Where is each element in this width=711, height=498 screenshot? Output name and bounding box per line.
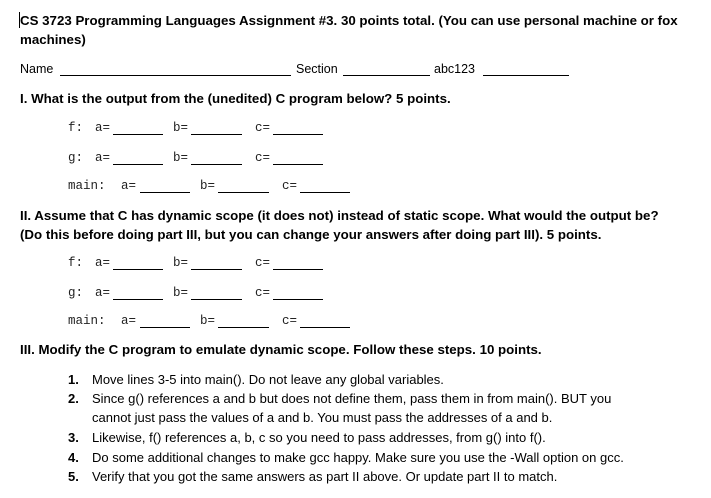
name-blank[interactable] [60, 75, 291, 76]
section-label: Section [296, 62, 338, 76]
list-item-text: Verify that you got the same answers as part II above. Or update part II to match. [92, 469, 558, 484]
b-label: b= [173, 286, 189, 300]
a-label: a= [95, 256, 111, 270]
a-blank[interactable] [113, 134, 163, 135]
abc123-label: abc123 [434, 62, 476, 76]
section-blank[interactable] [343, 75, 430, 76]
b-blank[interactable] [191, 299, 242, 300]
a-label: a= [95, 121, 111, 135]
part2-heading [20, 206, 659, 244]
title-line-1: CS 3723 Programming Languages Assignment #3. 30 points total. (You can use personal machine or fox [20, 13, 678, 28]
list-item-text-continued: cannot just pass the values of a and b. You must pass the addresses of a and b. [92, 410, 553, 425]
a-label: a= [121, 179, 137, 193]
c-blank[interactable] [273, 299, 323, 300]
a-label: a= [95, 286, 111, 300]
fn-label: g: [68, 286, 84, 300]
b-label: b= [200, 179, 216, 193]
a-label: a= [121, 314, 137, 328]
b-label: b= [200, 314, 216, 328]
part2-heading-line-1: II. Assume that C has dynamic scope (it does not) instead of static scope. What would the output be? [20, 208, 659, 223]
fn-label: g: [68, 151, 84, 165]
b-blank[interactable] [191, 269, 242, 270]
list-item-text: Do some additional changes to make gcc happy. Make sure you use the -Wall option on gcc. [92, 450, 624, 465]
b-blank[interactable] [218, 327, 269, 328]
b-label: b= [173, 121, 189, 135]
list-item-text: Likewise, f() references a, b, c so you need to pass addresses, from g() into f(). [92, 430, 546, 445]
a-label: a= [95, 151, 111, 165]
a-blank[interactable] [113, 269, 163, 270]
c-blank[interactable] [273, 269, 323, 270]
a-blank[interactable] [140, 327, 190, 328]
abc123-blank[interactable] [483, 75, 569, 76]
title-line-2: machines) [20, 32, 86, 47]
b-blank[interactable] [191, 164, 242, 165]
name-label: Name [20, 62, 54, 76]
part2-heading-line-2: (Do this before doing part III, but you can change your answers after doing part III). 5 points. [20, 227, 602, 242]
c-label: c= [255, 256, 271, 270]
b-label: b= [173, 151, 189, 165]
part1-heading: I. What is the output from the (unedited) C program below? 5 points. [20, 91, 451, 106]
c-label: c= [255, 121, 271, 135]
c-label: c= [255, 286, 271, 300]
a-blank[interactable] [140, 192, 190, 193]
list-item-number: 5. [68, 469, 79, 484]
c-blank[interactable] [300, 192, 350, 193]
b-blank[interactable] [218, 192, 269, 193]
c-label: c= [255, 151, 271, 165]
list-item-number: 3. [68, 430, 79, 445]
part3-steps-list [68, 370, 668, 490]
c-blank[interactable] [273, 134, 323, 135]
fn-label: f: [68, 256, 84, 270]
list-item-text: Move lines 3-5 into main(). Do not leave any global variables. [92, 372, 444, 387]
c-blank[interactable] [300, 327, 350, 328]
list-item-number: 2. [68, 391, 79, 406]
c-label: c= [282, 179, 298, 193]
a-blank[interactable] [113, 164, 163, 165]
a-blank[interactable] [113, 299, 163, 300]
list-item-text: Since g() references a and b but does not define them, pass them in from main(). BUT you [92, 391, 612, 406]
b-blank[interactable] [191, 134, 242, 135]
part3-heading: III. Modify the C program to emulate dynamic scope. Follow these steps. 10 points. [20, 342, 542, 357]
c-label: c= [282, 314, 298, 328]
fn-label: f: [68, 121, 84, 135]
list-item-number: 4. [68, 450, 79, 465]
fn-label: main: [68, 179, 106, 193]
document-title [20, 11, 678, 49]
c-blank[interactable] [273, 164, 323, 165]
list-item-number: 1. [68, 372, 79, 387]
fn-label: main: [68, 314, 106, 328]
b-label: b= [173, 256, 189, 270]
